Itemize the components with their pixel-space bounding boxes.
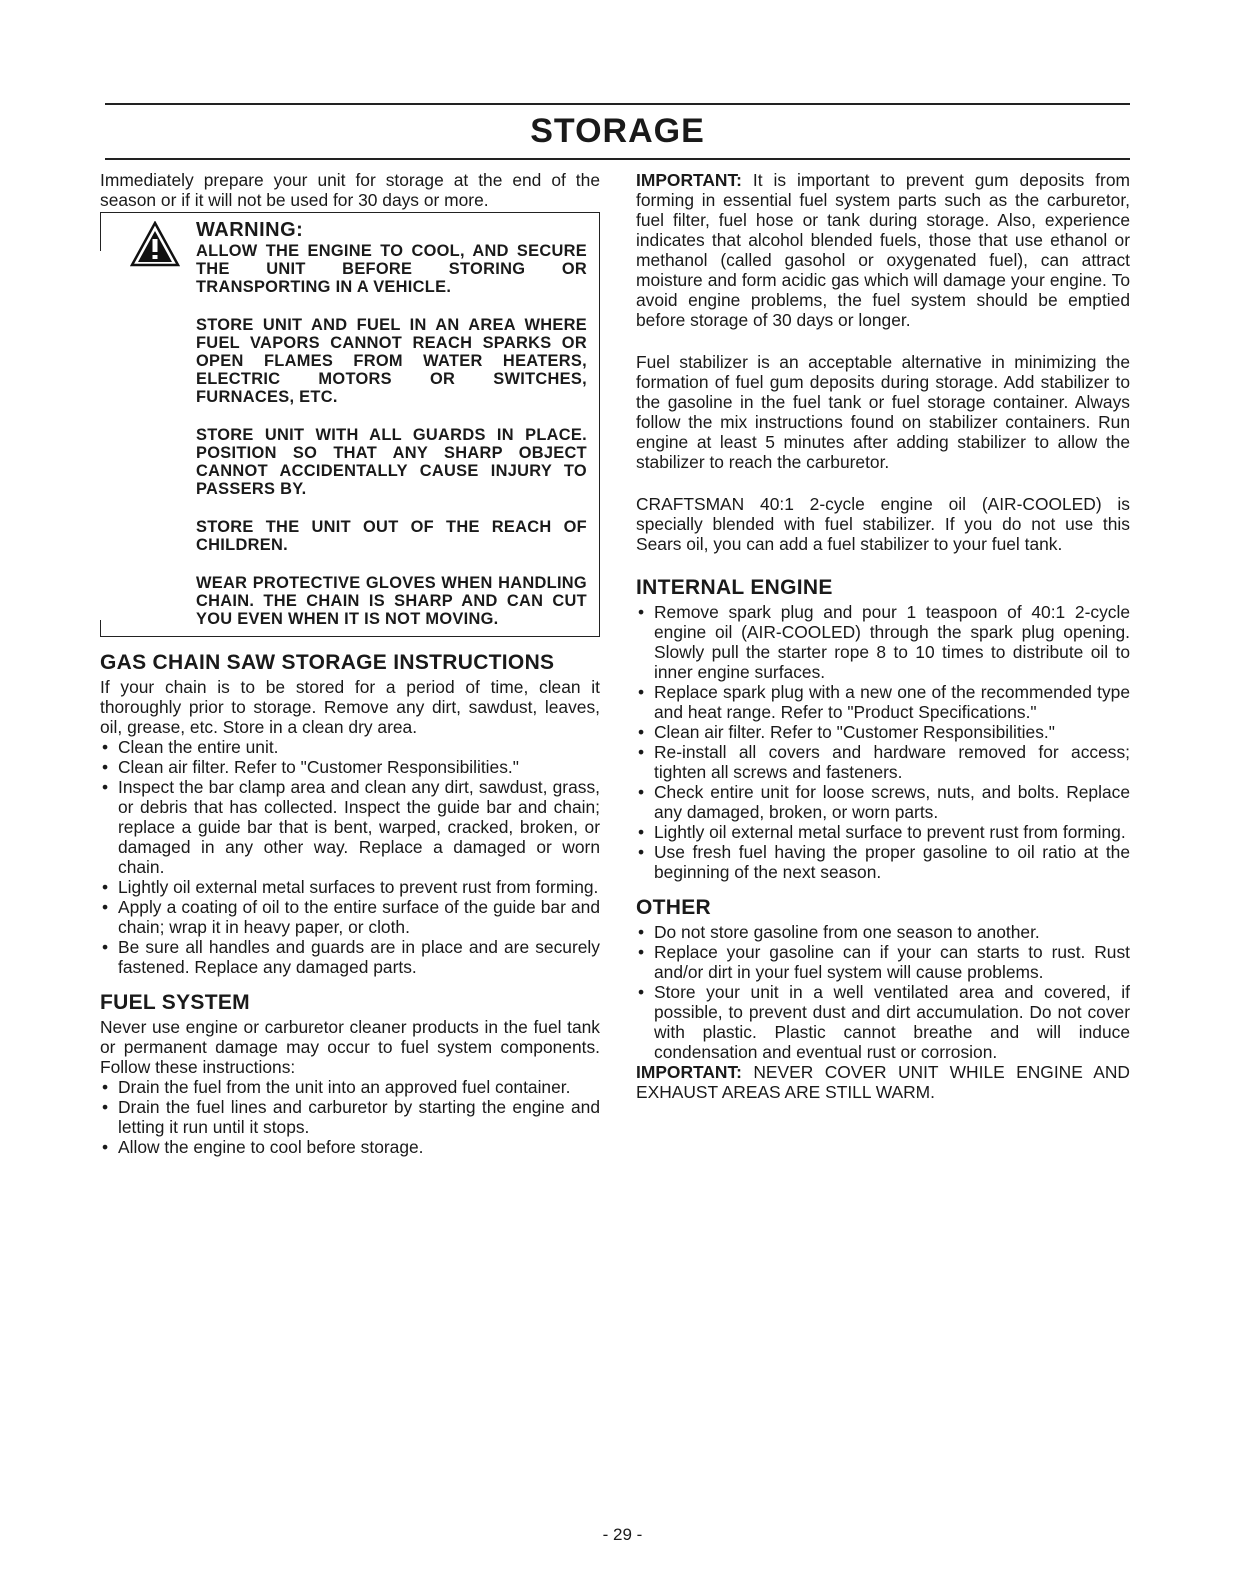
list-item: • Lightly oil external metal surfaces to prevent rust from forming. <box>100 877 600 897</box>
page-number: - 29 - <box>602 1525 643 1544</box>
other-list <box>636 922 1130 1062</box>
left-column <box>100 170 600 1157</box>
warning-paragraph: WEAR PROTECTIVE GLOVES WHEN HANDLING CHAIN. THE CHAIN IS SHARP AND CAN CUT YOU EVEN WHEN IT IS NOT MOVING. <box>196 574 587 628</box>
warning-triangle-icon <box>130 221 180 267</box>
page-title: STORAGE <box>530 112 705 150</box>
internal-engine-list <box>636 602 1130 882</box>
stabilizer-paragraph: Fuel stabilizer is an acceptable alternative in minimizing the formation of fuel gum deposits during storage. Add stabilizer to the gasoline in the fuel tank or fuel storage container. Always follow the mix instructions found on stabilizer containers. Run engine at least 5 minutes after adding stabilizer to allow the stabilizer to reach the carburetor. <box>636 352 1130 472</box>
list-item: • Do not store gasoline from one season to another. <box>636 922 1130 942</box>
right-column <box>636 170 1130 1102</box>
craftsman-paragraph: CRAFTSMAN 40:1 2-cycle engine oil (AIR-COOLED) is specially blended with fuel stabilizer. If you do not use this Sears oil, you can add a fuel stabilizer to your fuel tank. <box>636 494 1130 554</box>
list-item: • Check entire unit for loose screws, nuts, and bolts. Replace any damaged, broken, or worn parts. <box>636 782 1130 822</box>
list-item: • Clean air filter. Refer to "Customer Responsibilities." <box>100 757 600 777</box>
list-item: • Use fresh fuel having the proper gasoline to oil ratio at the beginning of the next season. <box>636 842 1130 882</box>
important-label: IMPORTANT: <box>636 170 742 190</box>
fuel-system-list <box>100 1077 600 1157</box>
warning-paragraph: STORE UNIT WITH ALL GUARDS IN PLACE. POSITION SO THAT ANY SHARP OBJECT CANNOT ACCIDENTALLY CAUSE INJURY TO PASSERS BY. <box>196 426 587 498</box>
warning-paragraph: ALLOW THE ENGINE TO COOL, AND SECURE THE UNIT BEFORE STORING OR TRANSPORTING IN A VEHICLE. <box>196 242 587 296</box>
list-item: • Apply a coating of oil to the entire surface of the guide bar and chain; wrap it in heavy paper, or cloth. <box>100 897 600 937</box>
list-item: • Clean air filter. Refer to "Customer Responsibilities." <box>636 722 1130 742</box>
warning-paragraph: STORE UNIT AND FUEL IN AN AREA WHERE FUEL VAPORS CANNOT REACH SPARKS OR OPEN FLAMES FROM WATER HEATERS, ELECTRIC MOTORS OR SWITCHES, FURNACES, ETC. <box>196 316 587 406</box>
list-item: • Be sure all handles and guards are in place and are securely fastened. Replace any damaged parts. <box>100 937 600 977</box>
list-item: • Remove spark plug and pour 1 teaspoon of 40:1 2-cycle engine oil (AIR-COOLED) through the spark plug opening. Slowly pull the starter rope 8 to 10 times to distribute oil to inner engine surfaces. <box>636 602 1130 682</box>
list-item: • Drain the fuel lines and carburetor by starting the engine and letting it run until it stops. <box>100 1097 600 1137</box>
gas-chain-body: If your chain is to be stored for a period of time, clean it thoroughly prior to storage. Remove any dirt, sawdust, leaves, oil, grease, etc. Store in a clean dry area. <box>100 677 600 737</box>
important-paragraph <box>636 170 1130 330</box>
list-item: • Allow the engine to cool before storage. <box>100 1137 600 1157</box>
list-item: • Inspect the bar clamp area and clean any dirt, sawdust, grass, or debris that has collected. Inspect the guide bar and chain; replace a guide bar that is bent, warped, cracked, broken, or damaged in any other way. Replace a damaged or worn chain. <box>100 777 600 877</box>
warning-paragraph: STORE THE UNIT OUT OF THE REACH OF CHILDREN. <box>196 518 587 554</box>
list-item: • Re-install all covers and hardware removed for access; tighten all screws and fasteners. <box>636 742 1130 782</box>
list-item: • Replace your gasoline can if your can starts to rust. Rust and/or dirt in your fuel system will cause problems. <box>636 942 1130 982</box>
internal-engine-heading: INTERNAL ENGINE <box>636 576 833 599</box>
fuel-system-heading: FUEL SYSTEM <box>100 991 250 1014</box>
intro-text: Immediately prepare your unit for storage at the end of the season or if it will not be used for 30 days or more. <box>100 170 600 210</box>
title-rule <box>105 158 1130 160</box>
list-item: • Store your unit in a well ventilated area and covered, if possible, to prevent dust and dirt accumulation. Do not cover with plastic. Plastic cannot breathe and will induce condensation and eventual rust or corrosion. <box>636 982 1130 1062</box>
important-label: IMPORTANT: <box>636 1062 742 1082</box>
fuel-system-body: Never use engine or carburetor cleaner products in the fuel tank or permanent damage may occur to fuel system components. Follow these instructions: <box>100 1017 600 1077</box>
warning-title: WARNING: <box>196 219 304 241</box>
important-warm-paragraph <box>636 1062 1130 1102</box>
gas-chain-heading: GAS CHAIN SAW STORAGE INSTRUCTIONS <box>100 651 555 674</box>
important-text: It is important to prevent gum deposits from forming in essential fuel system parts such as the carburetor, fuel filter, fuel hose or tank during storage. Also, experience indicates that alcohol blended fuels, those that use ethanol or methanol (called gasohol or oxygenated fuel), can attract moisture and form acidic gas which will damage your engine. To avoid engine problems, the fuel system should be emptied before storage of 30 days or longer. <box>636 170 1130 330</box>
list-item: • Drain the fuel from the unit into an approved fuel container. <box>100 1077 600 1097</box>
top-rule <box>105 103 1130 105</box>
warning-box <box>100 212 600 637</box>
list-item: • Replace spark plug with a new one of the recommended type and heat range. Refer to "Product Specifications." <box>636 682 1130 722</box>
list-item: • Clean the entire unit. <box>100 737 600 757</box>
important-warm-text: NEVER COVER UNIT WHILE ENGINE AND EXHAUST AREAS ARE STILL WARM. <box>636 1062 1130 1102</box>
other-heading: OTHER <box>636 896 711 919</box>
list-item: • Lightly oil external metal surface to prevent rust from forming. <box>636 822 1130 842</box>
gas-chain-list <box>100 737 600 977</box>
